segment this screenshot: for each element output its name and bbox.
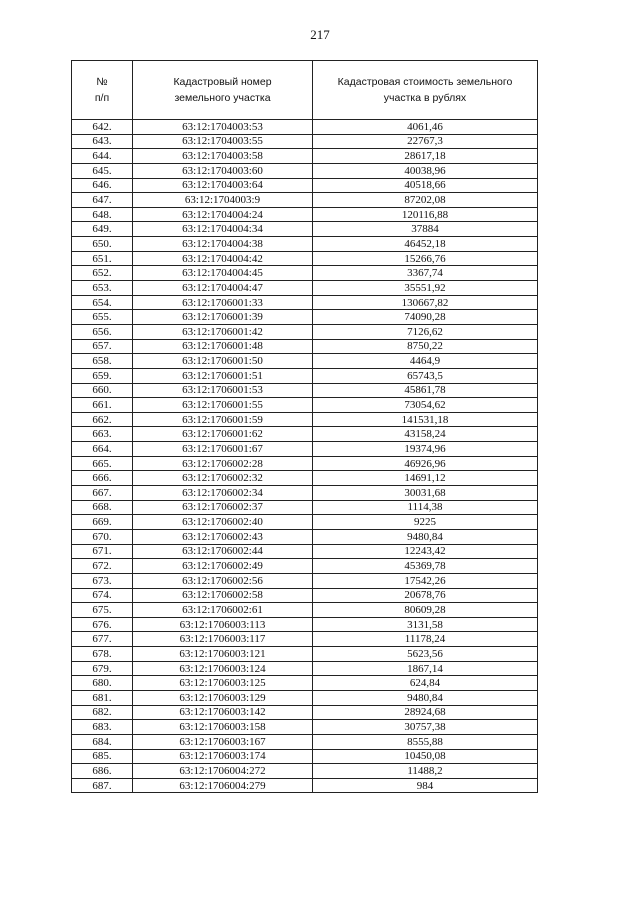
cadastral-value: 22767,3 [313,134,538,149]
cadastral-value: 11488,2 [313,764,538,779]
cadastral-number: 63:12:1704003:58 [133,149,313,164]
cadastral-number: 63:12:1706001:53 [133,383,313,398]
cadastral-number: 63:12:1706002:28 [133,456,313,471]
row-number: 656. [72,324,133,339]
row-number: 685. [72,749,133,764]
table-row [72,178,538,193]
table-row [72,149,538,164]
row-number: 680. [72,676,133,691]
cadastral-number: 63:12:1706002:44 [133,544,313,559]
table-row [72,310,538,325]
cadastral-number: 63:12:1704004:42 [133,251,313,266]
row-number: 658. [72,354,133,369]
cadastral-number: 63:12:1706001:39 [133,310,313,325]
cadastral-number: 63:12:1706001:42 [133,324,313,339]
cadastral-number: 63:12:1706003:124 [133,661,313,676]
row-number: 645. [72,163,133,178]
cadastral-value: 1867,14 [313,661,538,676]
cadastral-number: 63:12:1704004:45 [133,266,313,281]
cadastral-number: 63:12:1706002:34 [133,486,313,501]
header-number-line: № [96,76,108,88]
cadastral-value: 9480,84 [313,690,538,705]
cadastral-number: 63:12:1706001:67 [133,442,313,457]
row-number: 686. [72,764,133,779]
table-row [72,120,538,135]
row-number: 683. [72,720,133,735]
header-cadastral-line: земельного участка [174,92,271,104]
cadastral-number: 63:12:1706003:117 [133,632,313,647]
table-row [72,266,538,281]
table-row [72,617,538,632]
table-row [72,339,538,354]
table-row [72,295,538,310]
cadastral-value: 45861,78 [313,383,538,398]
cadastral-number: 63:12:1706003:129 [133,690,313,705]
cadastral-number: 63:12:1706002:37 [133,500,313,515]
table-row [72,734,538,749]
header-cadastral-value [313,61,538,120]
cadastral-number: 63:12:1706001:50 [133,354,313,369]
cadastral-value: 14691,12 [313,471,538,486]
page-number: 217 [310,27,330,42]
cadastral-value: 8555,88 [313,734,538,749]
cadastral-number: 63:12:1706001:62 [133,427,313,442]
row-number: 666. [72,471,133,486]
table-row [72,778,538,793]
cadastral-value: 3367,74 [313,266,538,281]
cadastral-number: 63:12:1706003:142 [133,705,313,720]
cadastral-value: 45369,78 [313,559,538,574]
row-number: 644. [72,149,133,164]
cadastral-value: 120116,88 [313,207,538,222]
table-row [72,661,538,676]
table-row [72,559,538,574]
cadastral-value: 7126,62 [313,324,538,339]
row-number: 651. [72,251,133,266]
cadastral-number: 63:12:1704003:64 [133,178,313,193]
row-number: 670. [72,529,133,544]
cadastral-number: 63:12:1706003:113 [133,617,313,632]
table-row [72,163,538,178]
table-row [72,544,538,559]
cadastral-value: 43158,24 [313,427,538,442]
cadastral-value: 73054,62 [313,398,538,413]
table-row [72,515,538,530]
table-row [72,529,538,544]
row-number: 646. [72,178,133,193]
cadastral-value: 19374,96 [313,442,538,457]
cadastral-number: 63:12:1706001:51 [133,368,313,383]
cadastral-number: 63:12:1704003:9 [133,193,313,208]
table-row [72,764,538,779]
cadastral-number: 63:12:1706003:158 [133,720,313,735]
land-plot-table [71,60,538,793]
cadastral-value: 35551,92 [313,281,538,296]
row-number: 661. [72,398,133,413]
row-number: 673. [72,573,133,588]
cadastral-value: 17542,26 [313,573,538,588]
cadastral-number: 63:12:1706001:59 [133,412,313,427]
table-row [72,368,538,383]
header-value-line: участка в рублях [383,92,467,104]
table-row [72,134,538,149]
cadastral-value: 141531,18 [313,412,538,427]
row-number: 687. [72,778,133,793]
cadastral-value: 65743,5 [313,368,538,383]
cadastral-number: 63:12:1706003:167 [133,734,313,749]
table-row [72,324,538,339]
table-row [72,281,538,296]
row-number: 665. [72,456,133,471]
cadastral-value: 15266,76 [313,251,538,266]
row-number: 674. [72,588,133,603]
cadastral-value: 5623,56 [313,647,538,662]
cadastral-value: 12243,42 [313,544,538,559]
cadastral-value: 46452,18 [313,237,538,252]
table-row [72,690,538,705]
table-row [72,720,538,735]
cadastral-number: 63:12:1706001:33 [133,295,313,310]
header-number [72,61,133,120]
cadastral-number: 63:12:1706004:279 [133,778,313,793]
row-number: 657. [72,339,133,354]
cadastral-value: 80609,28 [313,603,538,618]
table-row [72,486,538,501]
cadastral-value: 1114,38 [313,500,538,515]
cadastral-value: 28924,68 [313,705,538,720]
row-number: 647. [72,193,133,208]
cadastral-value: 40518,66 [313,178,538,193]
table-row [72,749,538,764]
cadastral-number: 63:12:1706002:56 [133,573,313,588]
row-number: 653. [72,281,133,296]
row-number: 682. [72,705,133,720]
table-row [72,588,538,603]
header-cadastral-number [133,61,313,120]
row-number: 672. [72,559,133,574]
header-value-line: Кадастровая стоимость земельного [337,76,513,88]
table-row [72,222,538,237]
cadastral-value: 9480,84 [313,529,538,544]
cadastral-value: 8750,22 [313,339,538,354]
row-number: 652. [72,266,133,281]
table-row [72,412,538,427]
row-number: 678. [72,647,133,662]
cadastral-number: 63:12:1706002:32 [133,471,313,486]
row-number: 655. [72,310,133,325]
row-number: 668. [72,500,133,515]
cadastral-value: 87202,08 [313,193,538,208]
cadastral-number: 63:12:1706002:58 [133,588,313,603]
cadastral-number: 63:12:1704004:24 [133,207,313,222]
table-row [72,647,538,662]
row-number: 684. [72,734,133,749]
cadastral-value: 28617,18 [313,149,538,164]
row-number: 667. [72,486,133,501]
row-number: 659. [72,368,133,383]
cadastral-value: 4464,9 [313,354,538,369]
cadastral-number: 63:12:1706002:49 [133,559,313,574]
row-number: 648. [72,207,133,222]
cadastral-value: 40038,96 [313,163,538,178]
cadastral-number: 63:12:1704004:47 [133,281,313,296]
cadastral-value: 46926,96 [313,456,538,471]
cadastral-number: 63:12:1706002:40 [133,515,313,530]
row-number: 650. [72,237,133,252]
table-row [72,442,538,457]
cadastral-number: 63:12:1706002:43 [133,529,313,544]
cadastral-value: 30757,38 [313,720,538,735]
table-row [72,251,538,266]
table-row [72,398,538,413]
cadastral-number: 63:12:1704004:34 [133,222,313,237]
table-row [72,456,538,471]
table-row [72,383,538,398]
cadastral-value: 4061,46 [313,120,538,135]
cadastral-number: 63:12:1706003:121 [133,647,313,662]
table-row [72,207,538,222]
cadastral-value: 984 [313,778,538,793]
cadastral-number: 63:12:1706002:61 [133,603,313,618]
table-row [72,237,538,252]
table-row [72,603,538,618]
cadastral-number: 63:12:1704003:55 [133,134,313,149]
row-number: 669. [72,515,133,530]
row-number: 664. [72,442,133,457]
table-row [72,193,538,208]
row-number: 681. [72,690,133,705]
cadastral-value: 20678,76 [313,588,538,603]
row-number: 671. [72,544,133,559]
cadastral-value: 9225 [313,515,538,530]
cadastral-value: 130667,82 [313,295,538,310]
cadastral-number: 63:12:1706001:55 [133,398,313,413]
cadastral-value: 3131,58 [313,617,538,632]
cadastral-number: 63:12:1706003:125 [133,676,313,691]
row-number: 642. [72,120,133,135]
row-number: 679. [72,661,133,676]
cadastral-number: 63:12:1706003:174 [133,749,313,764]
row-number: 676. [72,617,133,632]
table-row [72,632,538,647]
cadastral-value: 10450,08 [313,749,538,764]
row-number: 675. [72,603,133,618]
row-number: 677. [72,632,133,647]
cadastral-value: 37884 [313,222,538,237]
row-number: 649. [72,222,133,237]
table-header-row [72,61,538,120]
cadastral-value: 74090,28 [313,310,538,325]
table-row [72,573,538,588]
cadastral-number: 63:12:1704004:38 [133,237,313,252]
cadastral-value: 11178,24 [313,632,538,647]
table-row [72,471,538,486]
table-row [72,500,538,515]
table-row [72,354,538,369]
header-number-line: п/п [94,92,110,104]
table-row [72,676,538,691]
row-number: 643. [72,134,133,149]
header-cadastral-line: Кадастровый номер [173,76,272,88]
row-number: 663. [72,427,133,442]
table-row [72,705,538,720]
row-number: 654. [72,295,133,310]
cadastral-number: 63:12:1706004:272 [133,764,313,779]
row-number: 660. [72,383,133,398]
cadastral-value: 624,84 [313,676,538,691]
row-number: 662. [72,412,133,427]
cadastral-number: 63:12:1706001:48 [133,339,313,354]
table-row [72,427,538,442]
cadastral-number: 63:12:1704003:53 [133,120,313,135]
cadastral-number: 63:12:1704003:60 [133,163,313,178]
cadastral-value: 30031,68 [313,486,538,501]
